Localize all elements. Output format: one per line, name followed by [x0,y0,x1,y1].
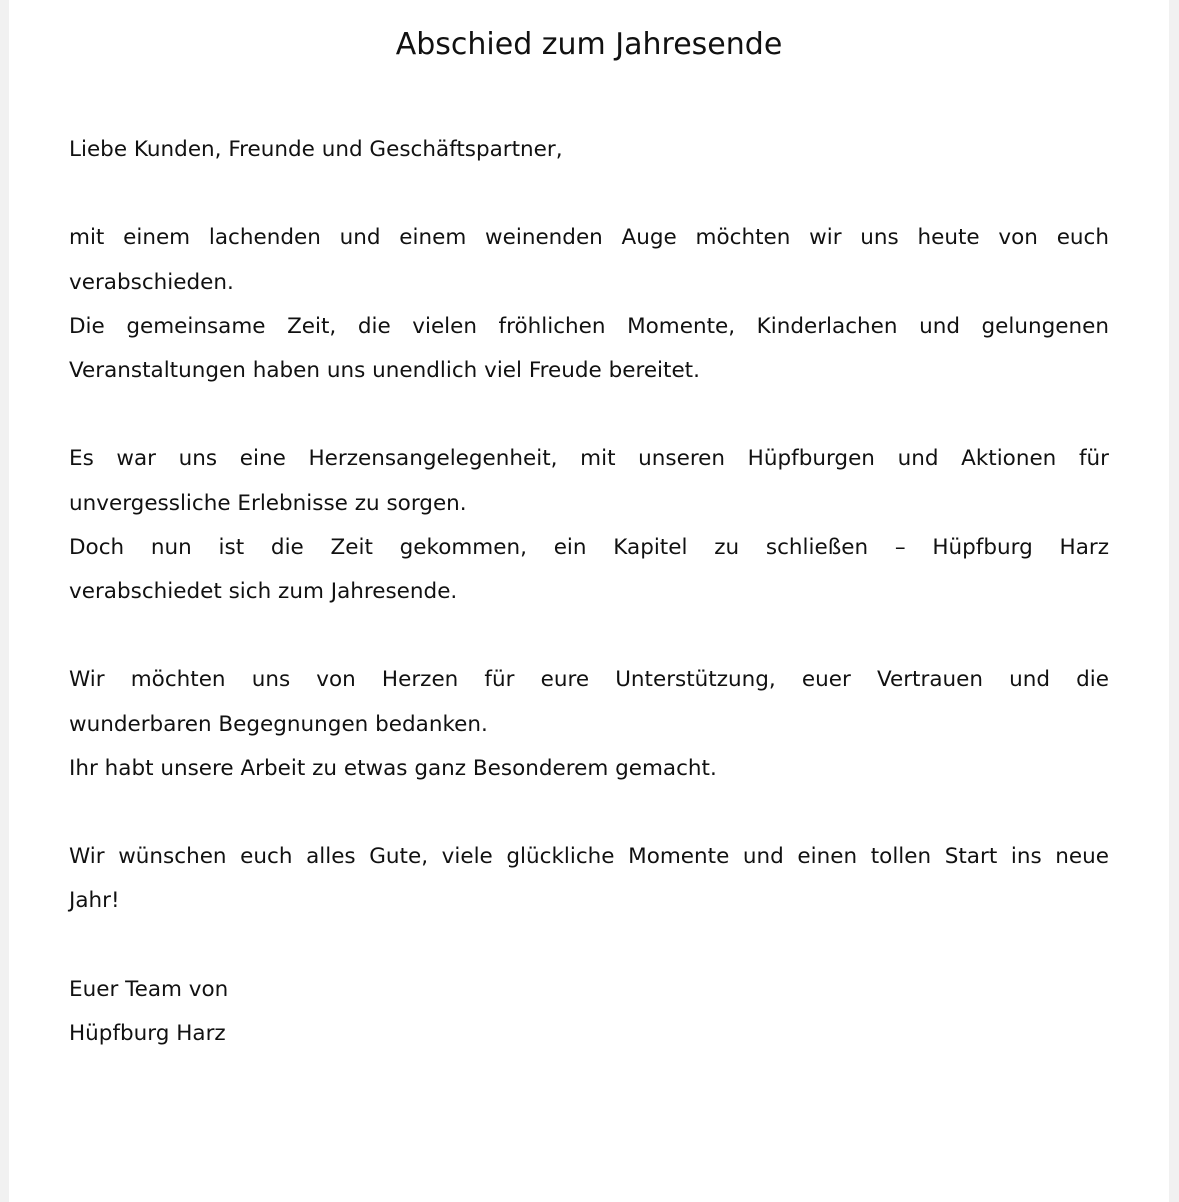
paragraph-line: unvergessliche Erlebnisse zu sorgen. [69,490,467,516]
paragraph-farewell [69,216,1109,393]
paragraph-line: verabschieden. [69,269,234,295]
signature-block [69,968,1109,1056]
paragraph-closing-announcement [69,437,1109,614]
document-page [9,0,1169,1202]
letter-body [69,128,1109,1056]
paragraph-thanks [69,658,1109,791]
paragraph-line: mit einem lachenden und einem weinenden Auge möchten wir uns heute von euch [69,225,1109,251]
greeting [69,128,1109,172]
paragraph-line: Doch nun ist die Zeit gekommen, ein Kapitel zu schließen – Hüpfburg Harz [69,534,1109,560]
paragraph-line: Die gemeinsame Zeit, die vielen fröhlichen Momente, Kinderlachen und gelungenen [69,313,1109,339]
greeting-line: Liebe Kunden, Freunde und Geschäftspartner, [69,137,563,162]
paragraph-line: Es war uns eine Herzensangelegenheit, mit unseren Hüpfburgen und Aktionen für [69,446,1109,472]
closing-line: Euer Team von [69,976,229,1002]
signature-name: Hüpfburg Harz [69,1020,226,1046]
paragraph-line: Ihr habt unsere Arbeit zu etwas ganz Besonderem gemacht. [69,755,717,781]
paragraph-line: Wir wünschen euch alles Gute, viele glückliche Momente und einen tollen Start ins neue [69,844,1109,870]
paragraph-line: wunderbaren Begegnungen bedanken. [69,711,488,737]
paragraph-line: Veranstaltungen haben uns unendlich viel Freude bereitet. [69,358,700,383]
paragraph-line: verabschiedet sich zum Jahresende. [69,579,458,604]
paragraph-wishes [69,835,1109,923]
paragraph-line: Jahr! [69,888,120,914]
paragraph-line: Wir möchten uns von Herzen für eure Unterstützung, euer Vertrauen und die [69,667,1109,693]
document-title: Abschied zum Jahresende [395,27,783,62]
